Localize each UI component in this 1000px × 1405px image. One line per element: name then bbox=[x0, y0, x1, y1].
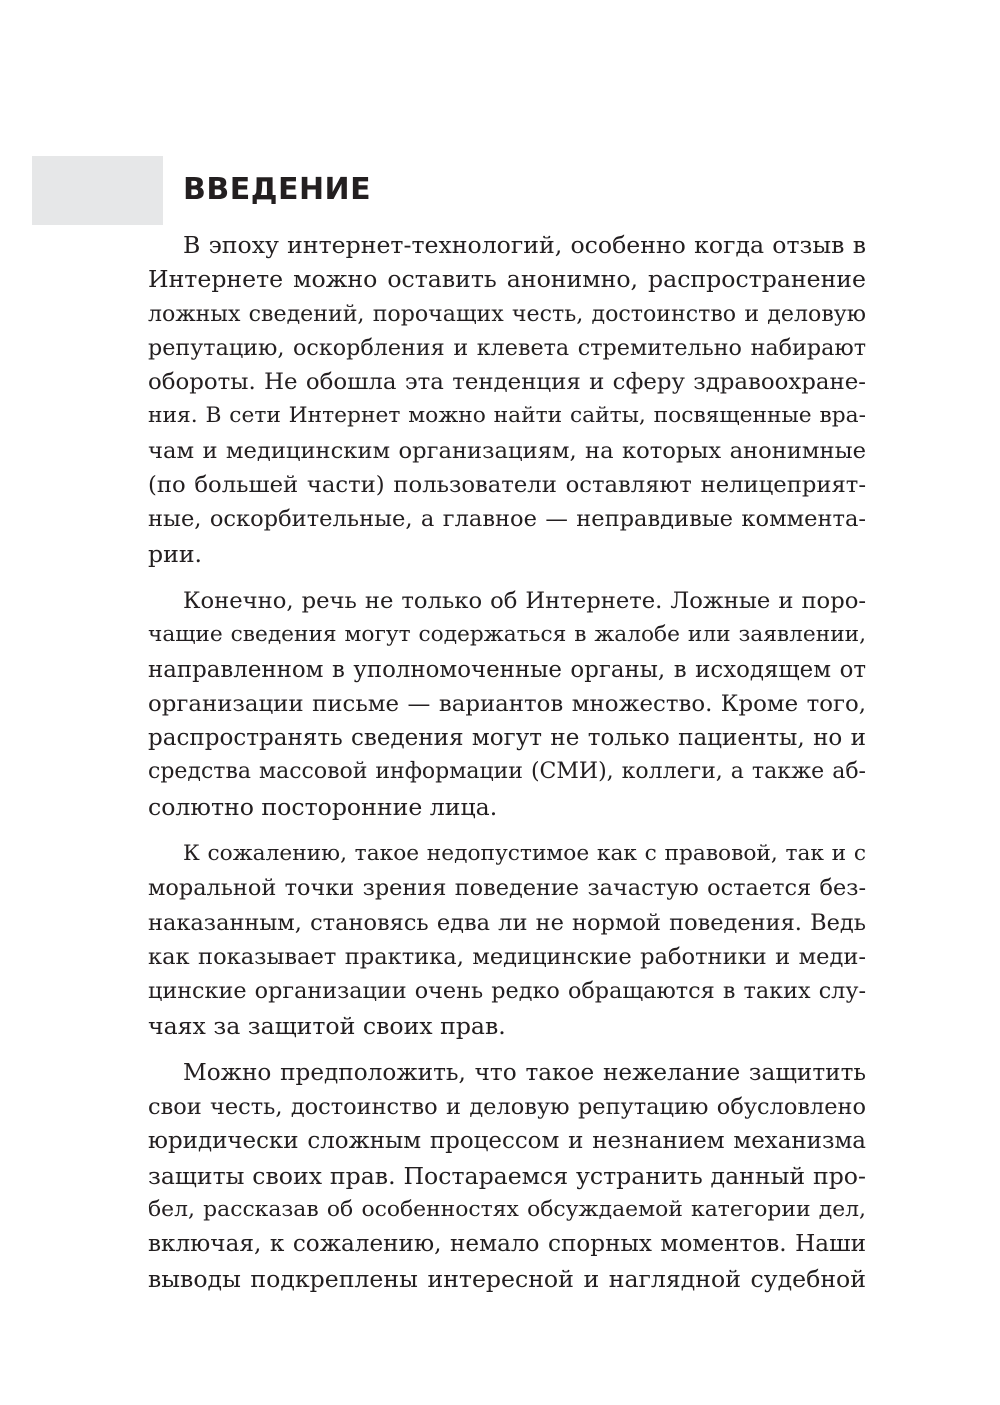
text-line: репутацию, оскорбления и клевета стремительно набирают bbox=[148, 334, 866, 361]
text-line: моральной точки зрения поведение зачастую остается без- bbox=[148, 875, 866, 902]
paragraph-4 bbox=[148, 1056, 866, 1296]
text-line: ния. В сети Интернет можно найти сайты, посвященные вра- bbox=[148, 403, 866, 429]
text-line: чам и медицинским организациям, на которых анонимные bbox=[148, 437, 866, 464]
text-line: чаях за защитой своих прав. bbox=[148, 1011, 506, 1040]
text-line: Можно предположить, что такое нежелание защитить bbox=[183, 1059, 866, 1086]
text-line: обороты. Не обошла эта тенденция и сферу здравоохране- bbox=[148, 369, 866, 396]
paragraph-3 bbox=[148, 837, 866, 1043]
text-line: цинские организации очень редко обращаются в таких слу- bbox=[148, 978, 866, 1005]
text-line: Конечно, речь не только об Интернете. Ложные и поро- bbox=[183, 587, 866, 614]
text-line: юридически сложным процессом и незнанием механизма bbox=[148, 1128, 866, 1155]
text-line: чащие сведения могут содержаться в жалобе или заявлении, bbox=[148, 622, 866, 648]
heading-accent-bar bbox=[32, 156, 163, 225]
text-line: как показывает практика, медицинские работники и меди- bbox=[148, 943, 866, 970]
text-line: (по большей части) пользователи оставляют нелицеприят- bbox=[148, 472, 866, 499]
text-line: В эпоху интернет-технологий, особенно когда отзыв в bbox=[183, 231, 866, 259]
body-text bbox=[148, 228, 866, 1296]
text-line: свои честь, достоинство и деловую репутацию обусловлено bbox=[148, 1094, 866, 1121]
text-line: рии. bbox=[148, 539, 203, 568]
text-line: выводы подкреплены интересной и наглядной судебной bbox=[148, 1264, 866, 1293]
text-line: К сожалению, такое недопустимое как с правовой, так и с bbox=[183, 841, 866, 867]
text-line: включая, к сожалению, немало спорных моментов. Наши bbox=[148, 1231, 866, 1258]
text-line: направленном в уполномоченные органы, в исходящем от bbox=[148, 656, 866, 683]
paragraph-2 bbox=[148, 584, 866, 824]
text-line: защиты своих прав. Постараемся устранить данный про- bbox=[148, 1161, 866, 1190]
text-line: организации письме — вариантов множество. Кроме того, bbox=[148, 690, 866, 717]
text-line: средства массовой информации (СМИ), коллеги, а также аб- bbox=[148, 759, 866, 785]
text-line: бел, рассказав об особенностях обсуждаемой категории дел, bbox=[148, 1197, 866, 1223]
text-line: наказанным, становясь едва ли не нормой поведения. Ведь bbox=[148, 909, 866, 936]
text-line: ные, оскорбительные, а главное — неправдивые коммента- bbox=[148, 506, 866, 533]
chapter-heading: ВВЕДЕНИЕ bbox=[183, 172, 372, 207]
text-line: ложных сведений, порочащих честь, достоинство и деловую bbox=[148, 300, 866, 327]
text-line: распространять сведения могут не только пациенты, но и bbox=[148, 725, 866, 752]
text-line: Интернете можно оставить анонимно, распространение bbox=[148, 265, 866, 294]
text-line: солютно посторонние лица. bbox=[148, 792, 498, 821]
paragraph-1 bbox=[148, 228, 866, 571]
